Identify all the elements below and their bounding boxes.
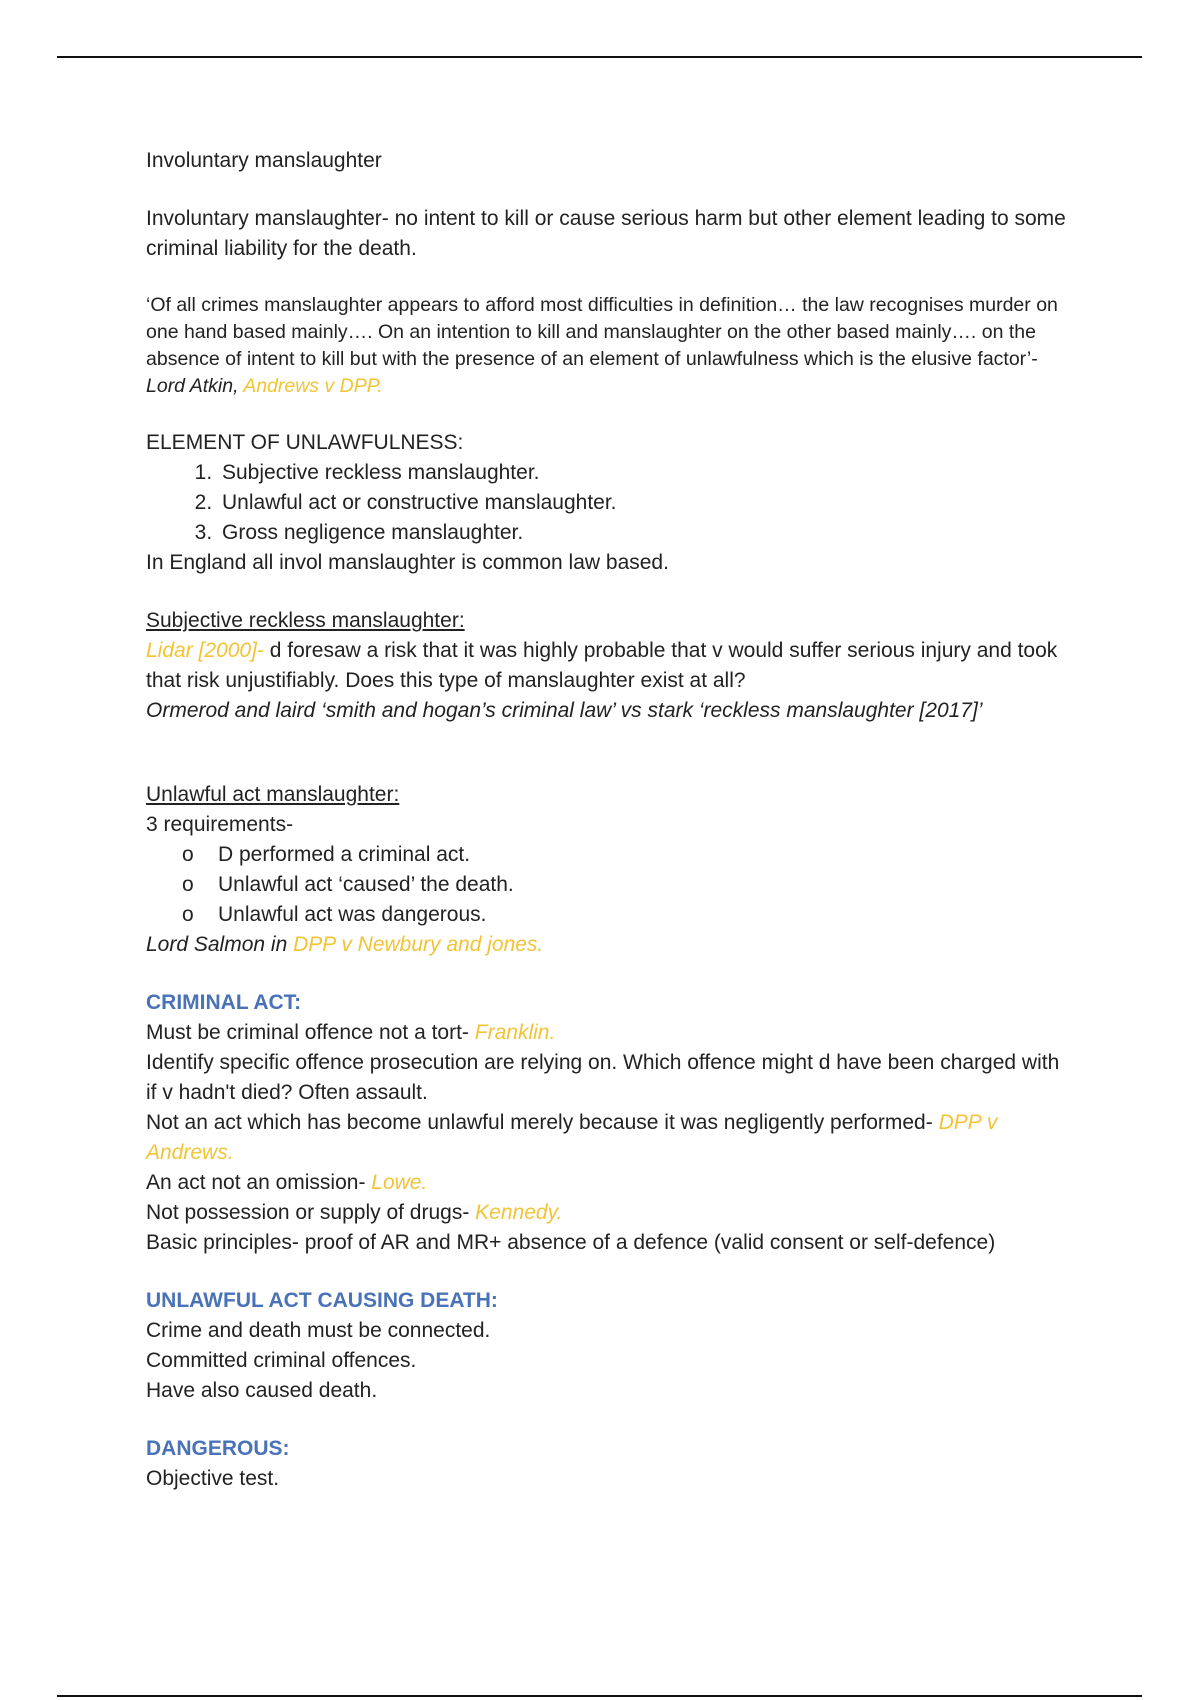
subjective-heading: Subjective reckless manslaughter:: [146, 609, 465, 632]
criminal-act-line: Basic principles- proof of AR and MR+ absence of a defence (valid consent or self-defence): [146, 1231, 996, 1254]
document-title: Involuntary manslaughter: [146, 149, 382, 172]
bullet-marker: o: [182, 843, 194, 866]
dangerous-line: Objective test.: [146, 1467, 280, 1490]
footer-rule: [57, 1695, 1142, 1697]
subjective-reference: Ormerod and laird ‘smith and hogan’s criminal law’ vs stark ‘reckless manslaughter [2017]’: [146, 699, 983, 722]
subjective-case: Lidar [2000]-: [146, 639, 264, 662]
subjective-paragraph: [146, 636, 1066, 696]
authority-case: DPP v Newbury and jones.: [293, 933, 544, 956]
bullet-marker: o: [182, 873, 194, 896]
list-item-text: Unlawful act was dangerous.: [218, 903, 487, 926]
criminal-act-heading: CRIMINAL ACT:: [146, 991, 302, 1014]
criminal-act-line: [146, 1198, 1066, 1228]
quote-text: ‘Of all crimes manslaughter appears to afford most difficulties in definition… the law recognises murder on one hand based mainly…. On an intention to kill and manslaughter on the other based mainly…. on the absence of intent to kill but with the presence of an element of unlawfulness which is the elusive factor’-: [146, 294, 1058, 370]
list-item-text: D performed a criminal act.: [218, 843, 471, 866]
case-name: Franklin.: [474, 1021, 556, 1044]
list-item: [182, 900, 1066, 930]
causing-line: Crime and death must be connected.: [146, 1319, 491, 1342]
elements-list: [146, 458, 1066, 548]
causing-line: Have also caused death.: [146, 1379, 378, 1402]
elements-note: In England all invol manslaughter is common law based.: [146, 551, 669, 574]
criminal-act-line: [146, 1018, 1066, 1048]
definition-paragraph: Involuntary manslaughter- no intent to kill or cause serious harm but other element leading to some criminal liability for the death.: [146, 207, 1066, 260]
quote-case: Andrews v DPP.: [243, 375, 383, 397]
criminal-act-line: [146, 1168, 1066, 1198]
unlawful-heading: Unlawful act manslaughter:: [146, 783, 400, 806]
requirements-list: [146, 840, 1066, 930]
case-name: DPP v Andrews.: [146, 1111, 998, 1164]
list-item: 2. Unlawful act or constructive manslaughter.: [218, 488, 1066, 518]
quote-paragraph: [146, 292, 1066, 400]
criminal-act-line: Identify specific offence prosecution are relying on. Which offence might d have been charged with if v hadn't died? Often assault.: [146, 1051, 1060, 1104]
list-item: [182, 840, 1066, 870]
list-item: 1. Subjective reckless manslaughter.: [218, 458, 1066, 488]
causing-line: Committed criminal offences.: [146, 1349, 417, 1372]
line-text: An act not an omission-: [146, 1171, 372, 1194]
case-name: Kennedy.: [475, 1201, 563, 1224]
elements-heading: ELEMENT OF UNLAWFULNESS:: [146, 431, 464, 454]
authority-prefix: Lord Salmon in: [146, 933, 294, 956]
list-item: 3. Gross negligence manslaughter.: [218, 518, 1066, 548]
list-item: [182, 870, 1066, 900]
line-text: Must be criminal offence not a tort-: [146, 1021, 475, 1044]
criminal-act-line: [146, 1108, 1066, 1168]
bullet-marker: o: [182, 903, 194, 926]
causing-heading: UNLAWFUL ACT CAUSING DEATH:: [146, 1289, 498, 1312]
list-item-text: Unlawful act ‘caused’ the death.: [218, 873, 514, 896]
quote-author: Lord Atkin,: [146, 375, 244, 397]
line-text: Not possession or supply of drugs-: [146, 1201, 476, 1224]
document-body: [146, 146, 1066, 1494]
line-text: Not an act which has become unlawful merely because it was negligently performed-: [146, 1111, 939, 1134]
dangerous-heading: DANGEROUS:: [146, 1437, 290, 1460]
unlawful-intro: 3 requirements-: [146, 813, 294, 836]
unlawful-authority: [146, 930, 1066, 960]
subjective-text: d foresaw a risk that it was highly probable that v would suffer serious injury and took that risk unjustifiably. Does this type of manslaughter exist at all?: [146, 639, 1058, 692]
header-rule: [57, 56, 1142, 58]
case-name: Lowe.: [371, 1171, 428, 1194]
